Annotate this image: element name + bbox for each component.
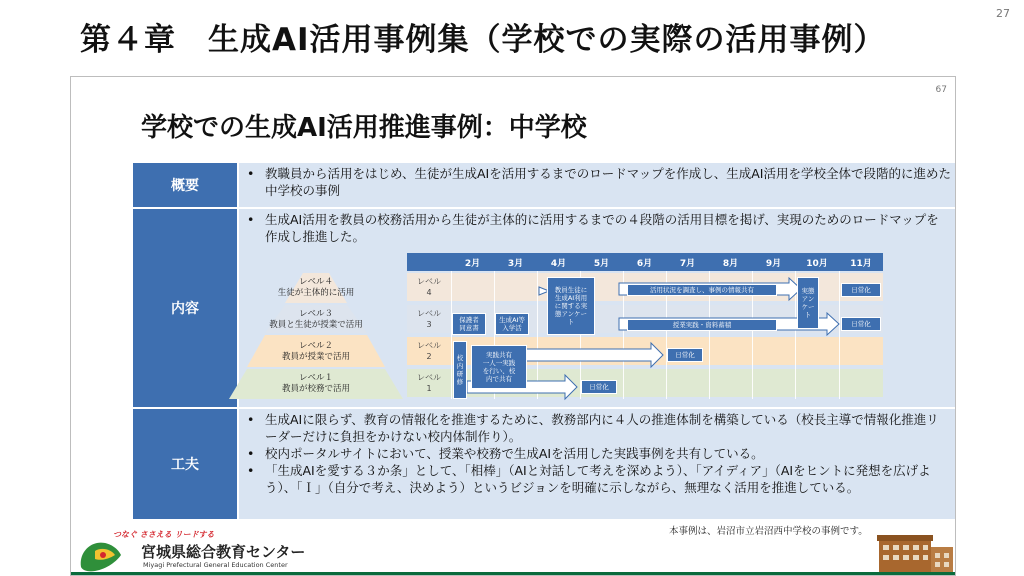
ingenuity-bullet-text: 「生成AIを愛する３か条」として、「相棒」（AIと対話して考えを深めよう）、「アイディア」（AIをヒントに発想を広げよう）、「Ｉ」（自分で考え、決めよう）というビジョンを明確に示しながら、無理なく活用を推進している。 bbox=[265, 463, 931, 495]
level-label-3: レベル 3 bbox=[417, 309, 441, 329]
box-in-school-training: 校 内 研 修 bbox=[453, 341, 467, 399]
center-logo bbox=[71, 527, 331, 576]
footer-green-bar bbox=[71, 572, 956, 575]
center-logo-name: 宮城県総合教育センター bbox=[141, 543, 306, 561]
pyramid-text-4: レベル４ 生徒が主体的に活用 bbox=[277, 277, 355, 298]
overview-bullet-text: 教職員から活用をはじめ、生徒が生成AIを活用するまでのロードマップを作成し、生成AI活用を学校全体で段階的に進めた中学校の事例 bbox=[265, 166, 951, 198]
box-practice-accumulation: 授業実践・資料蓄積 bbox=[627, 319, 777, 331]
box-survey: 教員生徒に 生成AI利用 に関する実 態アンケー ト bbox=[547, 277, 595, 335]
box-routine-level2: 日常化 bbox=[667, 348, 703, 362]
ingenuity-bullet: • 「生成AIを愛する３か条」として、「相棒」（AIと対話して考えを深めよう）、「アイディア」（AIをヒントに発想を広げよう）、「Ｉ」（自分で考え、決めよう）というビジョンを明確に示しながら、無理なく活用を推進している。 bbox=[247, 462, 951, 496]
ingenuity-heading: 工夫 bbox=[133, 409, 237, 519]
pyramid-text-2: レベル２ 教員が授業で活用 bbox=[281, 341, 350, 362]
level-label-1: レベル 1 bbox=[417, 373, 441, 393]
content-bullet-text: 生成AI活用を教員の校務活用から生徒が主体的に活用するまでの４段階の活用目標を掲げ、実現のためのロードマップを作成し推進した。 bbox=[265, 212, 939, 244]
center-logo-tagline: つなぐ ささえる リードする bbox=[113, 530, 215, 539]
pyramid-text-3: レベル３ 教員と生徒が授業で活用 bbox=[269, 309, 363, 330]
month-label: 2月 bbox=[464, 258, 481, 269]
slide-number: 67 bbox=[935, 85, 947, 95]
level-label-4: レベル 4 bbox=[417, 277, 441, 297]
content-bullet: • 生成AI活用を教員の校務活用から生徒が主体的に活用するまでの４段階の活用目標を掲げ、実現のためのロードマップを作成し推進した。 bbox=[247, 211, 951, 245]
building-icon bbox=[875, 525, 955, 576]
overview-bullet: • 教職員から活用をはじめ、生徒が生成AIを活用するまでのロードマップを作成し、生成AI活用を学校全体で段階的に進めた中学校の事例 bbox=[247, 166, 951, 198]
box-routine-level3: 日常化 bbox=[841, 317, 881, 331]
box-student-training: 生成AI等 入学活 bbox=[495, 313, 529, 335]
month-label: 10月 bbox=[806, 258, 828, 269]
page-number: 27 bbox=[996, 7, 1010, 20]
ingenuity-bullet-text: 校内ポータルサイトにおいて、授業や校務で生成AIを活用した実践事例を共有している。 bbox=[265, 446, 764, 461]
month-label: 11月 bbox=[850, 258, 872, 269]
ingenuity-bullet-text: 生成AIに限らず、教育の情報化を推進するために、教務部内に４人の推進体制を構築している（校長主導で情報化推進リーダーだけに負担をかけない校内体制作り）。 bbox=[265, 412, 939, 444]
chapter-title: 第４章 生成AI活用事例集（学校での実際の活用事例） bbox=[80, 22, 886, 58]
center-logo-english: Miyagi Prefectural General Education Center bbox=[143, 561, 288, 569]
month-label: 6月 bbox=[636, 258, 653, 269]
month-label: 3月 bbox=[507, 258, 524, 269]
box-routine-level1: 日常化 bbox=[581, 380, 617, 394]
month-label: 7月 bbox=[679, 258, 696, 269]
case-note: 本事例は、岩沼市立岩沼西中学校の事例です。 bbox=[669, 526, 868, 537]
box-guardian-consent: 保護者 同意書 bbox=[452, 313, 486, 335]
box-routine-level4: 日常化 bbox=[841, 283, 881, 297]
overview-heading: 概要 bbox=[133, 163, 237, 207]
month-label: 4月 bbox=[550, 258, 567, 269]
pyramid-text-1: レベル１ 教員が校務で活用 bbox=[281, 373, 350, 394]
box-status-share: 活用状況を調査し、事例の情報共有 bbox=[627, 284, 777, 296]
month-label: 9月 bbox=[765, 258, 782, 269]
ingenuity-bullet: • 校内ポータルサイトにおいて、授業や校務で生成AIを活用した実践事例を共有している。 bbox=[247, 445, 951, 462]
content-heading: 内容 bbox=[133, 209, 237, 407]
level-label-2: レベル 2 bbox=[417, 341, 441, 361]
slide-title: 学校での生成AI活用推進事例：中学校 bbox=[141, 113, 587, 143]
box-actual-survey: 実態 アン ケー ト bbox=[797, 277, 819, 329]
slide bbox=[70, 76, 956, 576]
ingenuity-bullet: • 生成AIに限らず、教育の情報化を推進するために、教務部内に４人の推進体制を構築している（校長主導で情報化推進リーダーだけに負担をかけない校内体制作り）。 bbox=[247, 411, 951, 445]
month-label: 5月 bbox=[593, 258, 610, 269]
month-label: 8月 bbox=[722, 258, 739, 269]
box-practice-share: 実践共有 一人一実践 を行い、校 内で共有 bbox=[471, 345, 527, 389]
